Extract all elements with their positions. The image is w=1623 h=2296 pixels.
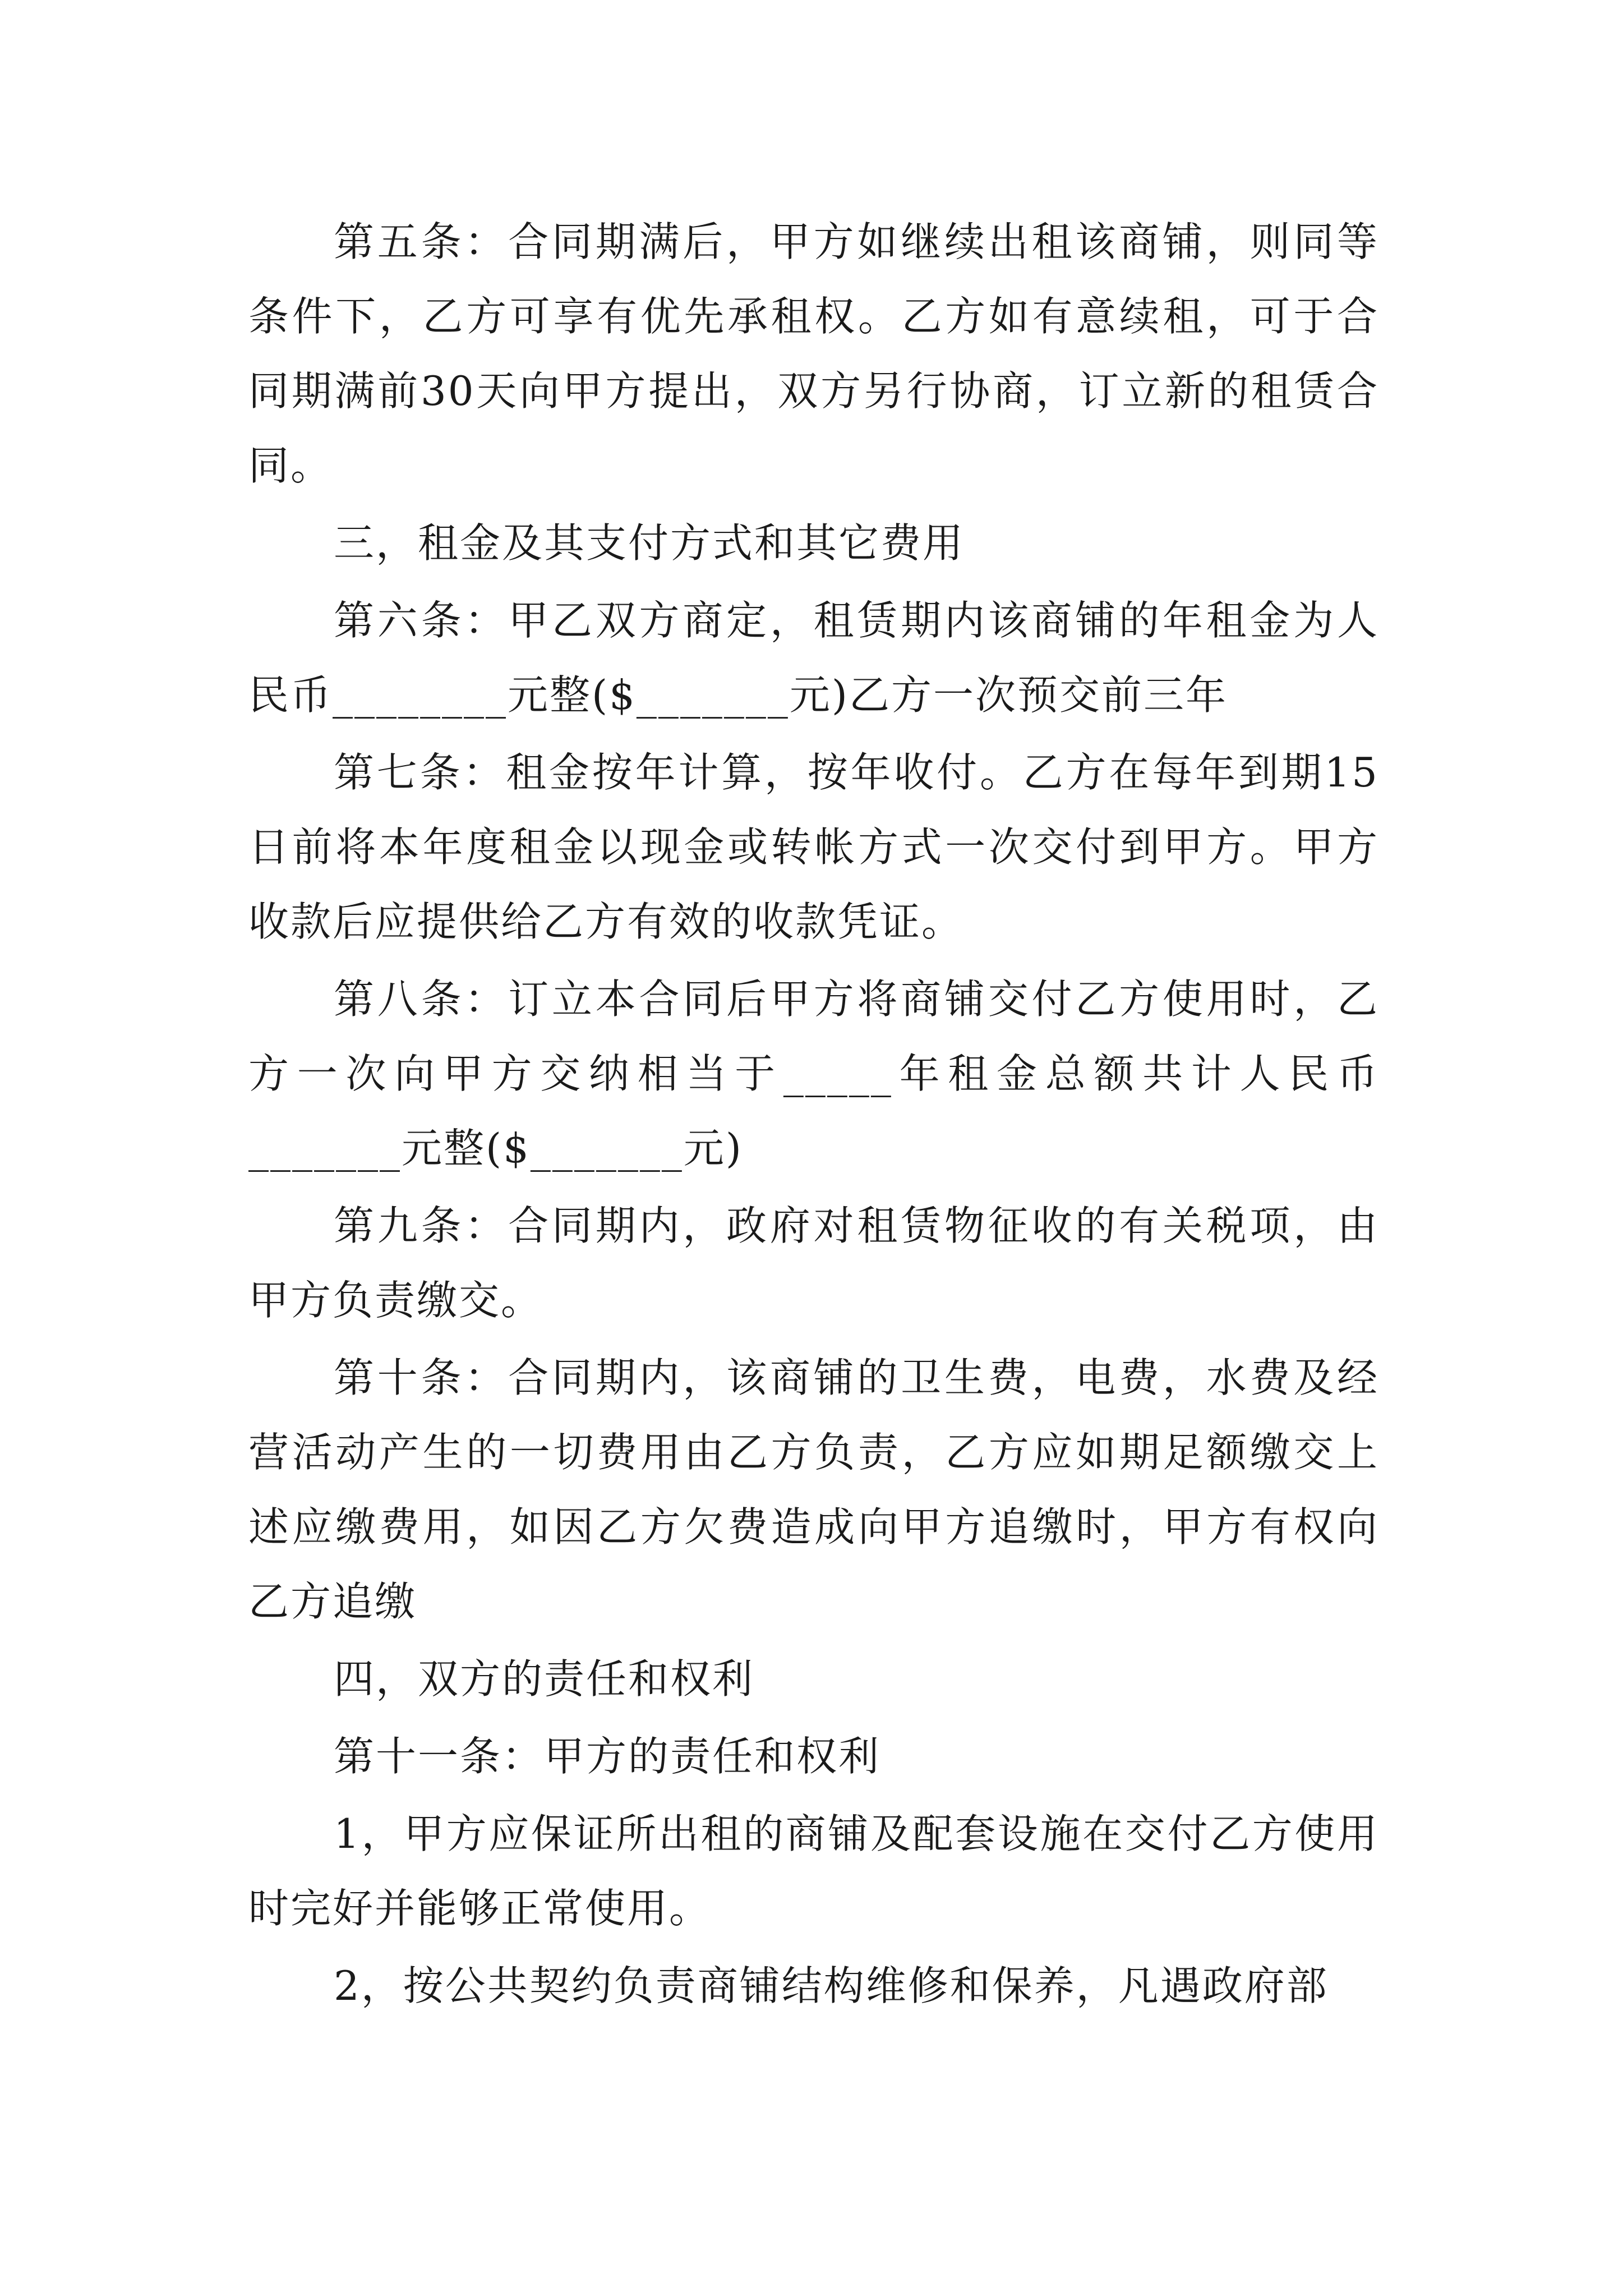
clause-11-heading: 第十一条：甲方的责任和权利 [334, 1733, 881, 1780]
clause-10-paragraph: 第十条：合同期内，该商铺的卫生费，电费，水费及经营活动产生的一切费用由乙方负责，乙方应如期足额缴交上述应缴费用，如因乙方欠费造成向甲方追缴时，甲方有权向乙方追缴 [248, 1354, 1379, 1625]
clause-11-item-1: 1，甲方应保证所出租的商铺及配套设施在交付乙方使用时完好并能够正常使用。 [248, 1810, 1379, 1932]
clause-9-paragraph: 第九条：合同期内，政府对租赁物征收的有关税项，由甲方负责缴交。 [248, 1202, 1379, 1324]
clause-11-item-2: 2，按公共契约负责商铺结构维修和保养，凡遇政府部 [334, 1962, 1329, 2009]
clause-8-paragraph: 第八条：订立本合同后甲方将商铺交付乙方使用时，乙方一次向甲方交纳相当于_____年租金总额共计人民币_______元整($_______元) [248, 976, 1379, 1172]
clause-5-paragraph: 第五条：合同期满后，甲方如继续出租该商铺，则同等条件下，乙方可享有优先承租权。乙方如有意续租，可于合同期满前30天向甲方提出，双方另行协商，订立新的租赁合同。 [248, 218, 1379, 489]
clause-6-paragraph: 第六条：甲乙双方商定，租赁期内该商铺的年租金为人民币________元整($_______元)乙方一次预交前三年 [248, 597, 1379, 719]
section-4-heading: 四，双方的责任和权利 [334, 1655, 755, 1703]
document-body [248, 205, 1379, 2023]
section-3-heading: 三，租金及其支付方式和其它费用 [334, 519, 965, 567]
clause-7-paragraph: 第七条：租金按年计算，按年收付。乙方在每年到期15日前将本年度租金以现金或转帐方式一次交付到甲方。甲方收款后应提供给乙方有效的收款凭证。 [248, 749, 1379, 945]
